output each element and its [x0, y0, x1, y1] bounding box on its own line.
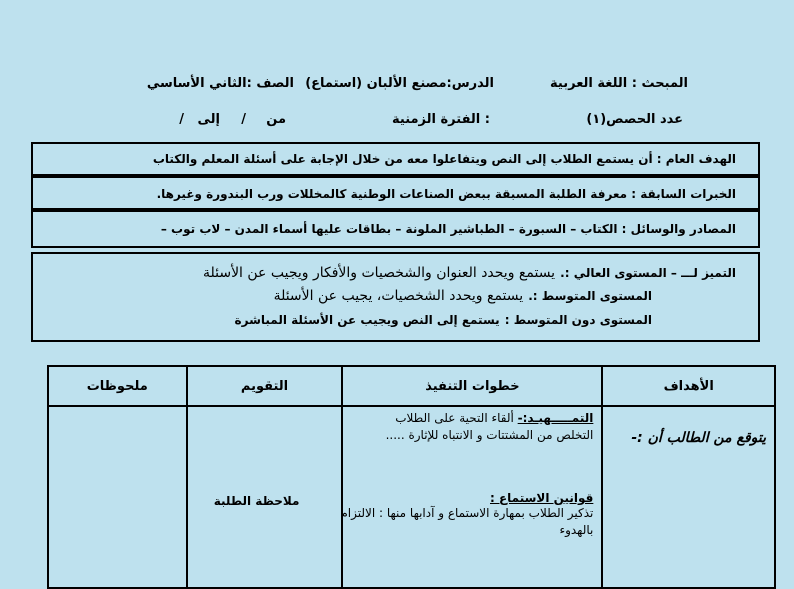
- intro-title: التمـــــهيـد:-: [517, 411, 594, 425]
- rules-line-1: تذكير الطلاب بمهارة الاستماع و آدابها منها : الالتزام: [340, 506, 594, 520]
- grade-label: الصف :الثاني الأساسي: [146, 76, 294, 91]
- diff-low-text: يستمع إلى النص ويجيب عن الأسئلة المباشرة: [234, 313, 500, 327]
- header-steps: خطوات التنفيذ: [342, 366, 602, 406]
- to-label: إلى: [197, 112, 220, 127]
- diff-mid-label: المستوى المتوسط :.: [528, 289, 652, 303]
- slash-2: /: [179, 112, 184, 127]
- diff-mid-text: يستمع ويحدد الشخصيات، يجيب عن الأسئلة: [273, 288, 524, 304]
- from-label: من: [266, 112, 286, 127]
- rules-line-2: بالهدوء: [559, 523, 594, 537]
- intro-line-2: التخلص من المشتتات و الانتباه للإثارة .....: [385, 428, 594, 442]
- intro-row: [395, 411, 593, 425]
- diff-low-label: المستوى دون المتوسط :: [504, 313, 652, 327]
- prior-knowledge-text: الخبرات السابقة : معرفة الطلبة المسبقة ببعض الصناعات الوطنية كالمخللات ورب البندورة وغيرها.: [156, 187, 736, 201]
- prior-knowledge-box: [31, 176, 760, 210]
- general-goal-text: الهدف العام : أن يستمع الطلاب إلى النص ويتفاعلوا معه من خلال الإجابة على أسئلة المعلم والكتاب: [152, 152, 736, 166]
- table-row: [48, 406, 775, 588]
- steps-cell: [342, 406, 602, 588]
- header-objectives: الأهداف: [602, 366, 775, 406]
- resources-text: المصادر والوسائل : الكتاب – السبورة – الطباشير الملونة – بطاقات عليها أسماء المدن – لاب توب –: [160, 222, 736, 236]
- diff-low-row: [235, 309, 652, 328]
- header-evaluation: التقويم: [187, 366, 343, 406]
- general-goal-box: [31, 142, 760, 176]
- intro-line-1: ألقاء التحية على الطلاب: [395, 411, 514, 425]
- lesson-label: الدرس:مصنع الألبان (استماع): [305, 76, 494, 91]
- objectives-text: يتوقع من الطالب أن :-: [631, 430, 766, 446]
- table-header-row: [48, 366, 775, 406]
- notes-cell: [48, 406, 187, 588]
- objectives-cell: [602, 406, 775, 588]
- rules-title: قوانين الاستماع :: [490, 491, 594, 505]
- subject-label: المبحث : اللغة العربية: [550, 76, 688, 91]
- diff-high-row: [203, 262, 736, 281]
- evaluation-cell: [187, 406, 343, 588]
- header-notes: ملحوظات: [48, 366, 187, 406]
- evaluation-text: ملاحظة الطلبة: [213, 494, 300, 508]
- period-label: الفترة الزمنية :: [392, 112, 490, 127]
- diff-mid-row: [274, 285, 652, 304]
- resources-box: [31, 210, 760, 248]
- sessions-label: عدد الحصص(١): [586, 112, 683, 127]
- slash-1: /: [241, 112, 246, 127]
- diff-high-label: التميز لـــ – المستوى العالي :.: [560, 266, 736, 280]
- differentiation-box: [31, 252, 760, 342]
- diff-high-text: يستمع ويحدد العنوان والشخصيات والأفكار ويجيب عن الأسئلة: [202, 265, 556, 281]
- lesson-plan-table: [47, 365, 776, 589]
